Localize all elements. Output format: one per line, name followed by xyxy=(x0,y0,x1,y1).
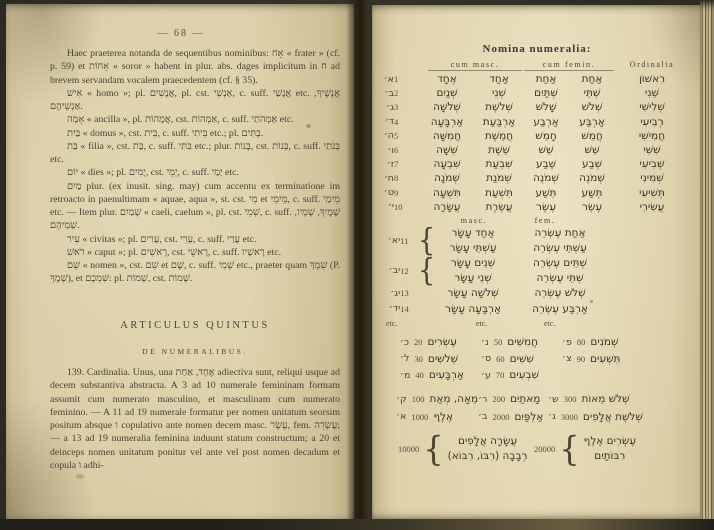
paragraph: Haec praeterea notanda de sequentibus nominibus: אָח « frater » (cf. p. 59) et אָחוֹת « soror » habent in plur. abs. dages implicitum in ח ad brevem servandam vocalem praecedentem (cf. § 35). xyxy=(50,48,341,86)
numeral-row xyxy=(372,129,702,143)
fem-forms xyxy=(515,302,605,317)
numeral-word: חֲמִשִּׁים xyxy=(507,336,539,348)
paragraph: בַּיִת « domus », cst. בֵּית, c. suff. בֵּיתִי etc.; pl. בָּתִּים. xyxy=(67,127,264,139)
numeral-entry xyxy=(400,336,457,348)
masc-absolute: שִׁשָּׁה xyxy=(436,144,458,157)
tens-table xyxy=(372,336,702,386)
myriad-form: עֲשָׂרָה אֲלָפִים xyxy=(457,434,518,447)
arabic-numeral: 40 xyxy=(415,370,424,380)
paper-stain xyxy=(76,474,84,479)
myriad-entry xyxy=(534,429,637,469)
numeral-word: שְׁמֹנִים xyxy=(590,336,619,348)
row-label xyxy=(372,265,418,276)
fem-absolute: אַחַת xyxy=(535,73,557,86)
row-label xyxy=(372,187,418,198)
masc-construct: שִׁבְעַת xyxy=(485,158,513,171)
arabic-numeral: 70 xyxy=(495,370,505,380)
numeral-word: תִּשְׁעִים xyxy=(590,352,621,365)
fem-construct: שֵׁשׁ xyxy=(584,144,600,157)
table-title: Nomina numeralia: xyxy=(482,43,592,55)
numeral-row xyxy=(372,369,702,386)
numeral-row xyxy=(372,100,702,114)
fem-construct: שְׁמֹנֶה xyxy=(579,172,605,185)
hebrew-letter-numeral: ז׳ xyxy=(386,158,394,170)
arabic-numeral: 300 xyxy=(563,394,577,404)
numeral-word: אַרְבָּעִים xyxy=(428,369,464,381)
numeral-word: אַלְפַּיִם xyxy=(514,410,544,423)
etc-label: etc. xyxy=(476,319,488,328)
fem-absolute: שָׁלשׁ xyxy=(535,101,557,114)
numeral-entry xyxy=(400,353,458,365)
numeral-row xyxy=(372,393,702,411)
fem-absolute: חָמֵשׁ xyxy=(535,129,557,142)
hebrew-letter-numeral: ס׳ xyxy=(481,353,492,364)
masc-absolute: חֲמִשָּׁה xyxy=(432,129,462,142)
ordinal: עֲשִׂירִי xyxy=(639,200,665,213)
fem-construct: אַרְבַּע xyxy=(579,115,605,128)
numeral-entry xyxy=(548,393,630,405)
hebrew-letter-numeral: ד׳ xyxy=(384,116,394,128)
row-label xyxy=(372,235,418,246)
hebrew-letter-numeral: א׳ xyxy=(383,73,394,85)
hebrew-letter-numeral: ע׳ xyxy=(481,369,491,381)
hebrew-letter-numeral: ב׳ xyxy=(478,411,488,422)
row-label xyxy=(372,102,418,113)
ordinal: תְּשִׁיעִי xyxy=(639,186,665,199)
arabic-numeral: 1000 xyxy=(411,411,429,422)
numeral-row xyxy=(372,252,702,289)
arabic-numeral: 6 xyxy=(394,145,399,156)
article-heading: ARTICULUS QUINTUS xyxy=(120,320,270,331)
fem-absolute: שְׁמֹנֶה xyxy=(533,172,559,185)
masc-construct: אַחַד xyxy=(489,73,509,86)
masc-absolute: שְׁלשָׁה xyxy=(433,101,461,114)
book-gutter xyxy=(346,0,374,530)
fem-construct: שְׁלשׁ xyxy=(581,101,603,114)
numeral-row xyxy=(372,72,702,86)
arabic-numeral: 10000 xyxy=(398,444,420,454)
numeral-word: מֵאָה, מְאַת xyxy=(429,393,479,405)
arabic-numeral: 60 xyxy=(496,353,505,364)
units-table xyxy=(372,72,702,214)
hebrew-letter-numeral: ו׳ xyxy=(387,144,394,156)
masc-absolute: אֶחָד xyxy=(437,73,457,86)
teen-header-fem: fem. xyxy=(534,216,556,225)
fem-form: אַחַת עֶשְׂרֵה xyxy=(534,227,586,239)
numeral-row xyxy=(372,353,702,370)
numeral-row xyxy=(372,186,702,200)
myriad-forms xyxy=(584,434,636,465)
row-label xyxy=(372,130,418,141)
row-label xyxy=(372,159,418,170)
paragraph: יוֹם « dies »; pl. יָמִים, cst. יְמֵי, c. suff. יָמַי etc. xyxy=(67,167,239,179)
fem-construct: שְׁבַע xyxy=(581,158,603,171)
numeral-entry xyxy=(478,393,540,405)
numeral-entry xyxy=(481,336,538,348)
hebrew-letter-numeral: ג׳ xyxy=(386,101,394,113)
fem-form: עַשְׁתֵּי עֶשְׂרֵה xyxy=(533,241,587,254)
hebrew-letter-numeral: פ׳ xyxy=(562,336,572,348)
masc-absolute: שְׁמֹנָה xyxy=(434,172,460,185)
numeral-row xyxy=(372,171,702,185)
row-label xyxy=(372,116,418,127)
fem-form: שְׁתֵּי עֶשְׂרֵה xyxy=(536,271,584,284)
numeral-row xyxy=(372,143,702,157)
right-page xyxy=(372,5,702,519)
numeral-word: שִׁשִּׁים xyxy=(509,352,534,365)
fem-form: שְׁתֵּים עֶשְׂרֵה xyxy=(533,257,587,269)
etc-label: etc. xyxy=(544,319,556,328)
hebrew-letter-numeral: ק׳ xyxy=(396,393,407,405)
arabic-numeral: 10 xyxy=(394,201,403,212)
hundreds-table xyxy=(372,393,702,428)
teen-header-masc: masc. xyxy=(460,216,488,225)
fem-absolute: שְׁתַּיִם xyxy=(534,87,558,100)
cardinalia-paragraph: 139. Cardinalia. Unus, una אֶחָד, אַחַת adiectiva sunt, reliqui usque ad decem substantiva abstracta. A 3 ad 10 numerale femininam formam assumit cum numerato masculino, et masculinam cum numerato feminino. — A 11 ad 19 numerale formatur per nomen unitatum seorsim positum absque ו copulativo ante nomen decem masc. עָשָׂר, fem. עֶשְׂרֵה; — a 13 ad 19 numeralia feminina induunt statum constructum; a 20 et deinceps nomen unitatum ponitur vel ante vel post nomen decadum et copula ו adhi- xyxy=(50,367,340,472)
numeral-word: שִׁבְעִים xyxy=(509,369,539,381)
row-label xyxy=(372,201,418,212)
page-stack-bottom-edge xyxy=(0,519,714,530)
masc-forms xyxy=(431,302,515,317)
numeral-entry xyxy=(478,411,543,423)
paragraph: מַיִם plur. (ex inusit. sing. may) cum accentu ex terminatione im retroacto in paenultimam « aquae, aqua », st. cst. מֵי et מֵימֵי, c. suff. מֵימַי etc. — Item plur. שָׁמַיִם « caeli, caelum », pl. cst. שְׁמֵי, c. suff. שָׁמֶיךָ, שָׁמָיו, שְׁמֵיהֶם. xyxy=(50,180,341,232)
fem-absolute: שֶׁבַע xyxy=(535,158,557,171)
hebrew-letter-numeral: כ׳ xyxy=(400,336,409,348)
arabic-numeral: 2000 xyxy=(492,411,510,422)
masc-absolute: אַרְבָּעָה xyxy=(430,115,464,128)
hebrew-letter-numeral: צ׳ xyxy=(562,353,572,364)
arabic-numeral: 2 xyxy=(394,88,399,99)
paragraph: בַּת « filia », cst. בַּת, c. suff. בִּתִּי etc.; plur. בָּנוֹת, cst. בְּנוֹת, c. suff. בְּנֹתַי etc. xyxy=(50,140,340,165)
numeral-word: שְׁלשִׁים xyxy=(427,352,459,365)
numeral-entry xyxy=(481,353,534,365)
etc-label: etc. xyxy=(386,319,398,328)
masc-construct: שְׁמֹנַת xyxy=(486,172,512,185)
numeral-row xyxy=(372,200,702,214)
masc-construct: תִּשְׁעַת xyxy=(485,186,513,199)
masc-forms xyxy=(431,226,515,255)
arabic-numeral: 30 xyxy=(414,353,423,364)
ordinal: שֵׁנִי xyxy=(645,87,659,100)
numeral-word: עֶשְׂרִים xyxy=(427,336,457,348)
fem-construct: עֶשֶׂר xyxy=(581,200,603,213)
arabic-numeral: 4 xyxy=(394,116,399,127)
myriad-entry xyxy=(398,429,528,469)
fem-form: שְׁלשׁ עֶשְׂרֵה xyxy=(534,287,586,299)
numeral-row xyxy=(372,157,702,171)
myriad-forms xyxy=(448,434,528,465)
ordinal: שִׁשִּׁי xyxy=(643,144,661,157)
arabic-numeral: 7 xyxy=(394,159,399,170)
fem-absolute: שֵׁשׁ xyxy=(538,144,554,157)
numeral-entry xyxy=(481,369,539,381)
myriad-form: רִבּוֹתַיִם xyxy=(594,450,626,462)
fem-forms xyxy=(515,226,605,255)
row-label xyxy=(372,145,418,156)
grouping-brace: { xyxy=(423,429,444,469)
myriads-table xyxy=(372,429,702,477)
row-label xyxy=(372,173,418,184)
numeral-row xyxy=(372,411,702,429)
hebrew-letter-numeral: י׳ xyxy=(387,201,394,213)
masc-form: אַרְבָּעָה עָשָׂר xyxy=(445,302,501,315)
arabic-numeral: 50 xyxy=(493,337,503,347)
arabic-numeral: 3 xyxy=(394,102,399,113)
ordinal: רִאשׁוֹן xyxy=(638,73,666,86)
paragraph: עִיר « civitas »; pl. עָרִים, cst. עָרֵי, c. suff. עָרַי etc. xyxy=(67,233,257,245)
ordinal: רְבִיעִי xyxy=(640,115,664,128)
fem-construct: חֲמֵשׁ xyxy=(581,129,603,142)
masc-form: עַשְׁתֵּי עָשָׂר xyxy=(449,241,497,254)
hebrew-letter-numeral: ג׳ xyxy=(548,411,556,422)
arabic-numeral: 13 xyxy=(400,288,409,299)
hebrew-letter-numeral: ש׳ xyxy=(548,393,559,405)
grouping-brace: { xyxy=(418,222,436,259)
numeral-entry xyxy=(562,336,618,348)
hebrew-letter-numeral: יב׳ xyxy=(388,265,401,276)
paragraph: אָמָה « ancilla », pl. אֲמָהוֹת, cst. אַמְהוֹת, c. suff. אַמְהֹתַי etc. xyxy=(67,114,294,126)
masc-form: אַחַד עָשָׂר xyxy=(451,227,495,239)
hebrew-letter-numeral: נ׳ xyxy=(481,336,489,348)
column-header-masc: cum masc. xyxy=(428,60,522,71)
grouping-brace: { xyxy=(418,252,436,289)
fem-absolute: אַרְבַּע xyxy=(533,115,559,128)
row-label xyxy=(372,74,418,85)
grouping-brace: { xyxy=(559,429,580,469)
numeral-entry xyxy=(562,353,620,365)
masc-form: שְׁנֵים עָשָׂר xyxy=(450,257,496,269)
hebrew-letter-numeral: יא׳ xyxy=(387,235,401,246)
masc-construct: שְׁלשֶׁת xyxy=(485,101,513,114)
numeral-row xyxy=(372,222,702,259)
fem-absolute: עֶשֶׂר xyxy=(535,200,557,213)
numeral-word: אֶלֶף xyxy=(433,410,454,423)
masc-absolute: שְׁנַיִם xyxy=(436,87,458,100)
numeral-row xyxy=(372,115,702,129)
arabic-numeral: 80 xyxy=(576,337,586,347)
paragraph: שֵׁם « nomen », cst. שֵׁם et שֶׁם, c. suff. שְׁמִי etc., praeter quam שִׁמְךָ (P. שְׁמֶךָ), et שִׁמְכֶם: pl. שֵׁמוֹת, cst. שְׁמוֹת. xyxy=(50,260,340,285)
myriad-form: רְבָבָה (רִבּוֹ, רִבּוֹא) xyxy=(447,450,528,462)
masc-forms xyxy=(431,256,515,285)
numeral-entry xyxy=(396,393,478,405)
arabic-numeral: 200 xyxy=(492,394,506,404)
arabic-numeral: 8 xyxy=(394,173,399,184)
article-subheading: DE NUMERALIBUS. xyxy=(142,347,248,356)
arabic-numeral: 90 xyxy=(576,353,586,364)
masc-forms xyxy=(431,286,515,301)
ordinal: חֲמִישִׁי xyxy=(638,129,666,142)
hebrew-letter-numeral: ה׳ xyxy=(383,130,394,142)
numeral-word: שְׁלשֶׁת אֲלָפִים xyxy=(582,410,643,423)
numeral-row xyxy=(372,302,702,317)
masc-absolute: שִׁבְעָה xyxy=(433,158,461,171)
teens-table xyxy=(372,222,702,317)
arabic-numeral: 5 xyxy=(394,130,399,141)
page-stack-right-edge xyxy=(700,0,714,530)
arabic-numeral: 20 xyxy=(413,337,423,347)
numeral-word: שְׁלשׁ מֵאוֹת xyxy=(581,393,630,405)
hebrew-letter-numeral: מ׳ xyxy=(400,369,411,381)
arabic-numeral: 20000 xyxy=(534,444,556,454)
masc-construct: עֲשֶׂרֶת xyxy=(485,200,513,213)
masc-absolute: עֲשָׂרָה xyxy=(433,200,461,213)
arabic-numeral: 14 xyxy=(400,303,409,314)
ordinal: שְׁלִישִׁי xyxy=(639,101,665,114)
column-header-fem: cum femin. xyxy=(524,60,614,71)
arabic-numeral: 1 xyxy=(394,74,399,85)
masc-construct: חֲמֵשֶׁת xyxy=(484,129,514,142)
masc-construct: שֵׁשֶׁת xyxy=(488,144,510,157)
hebrew-letter-numeral: ח׳ xyxy=(383,172,394,184)
hebrew-letter-numeral: ל׳ xyxy=(400,353,410,364)
paragraph: אִישׁ « homo »; pl. אֲנָשִׁים, pl. cst. אַנְשֵׁי, c. suff. אֲנָשַׁי etc. אֲנָשֶׁיךָ, אַנְשֵׁיהֶם. xyxy=(50,87,340,112)
numeral-row xyxy=(372,336,702,353)
fem-construct: אַחַת xyxy=(581,73,603,86)
row-label xyxy=(372,303,418,314)
hebrew-letter-numeral: יג׳ xyxy=(390,287,401,299)
fem-forms xyxy=(515,286,605,301)
masc-absolute: תִּשְׁעָה xyxy=(433,186,461,199)
paragraph: רֹאשׁ « caput »; pl. רָאשִׁים, cst. רָאשֵׁי, c. suff. רָאשָׁיו etc. xyxy=(67,246,282,258)
fem-construct: שְׁתֵּי xyxy=(583,87,601,100)
fem-construct: תְּשַׁע xyxy=(581,186,603,199)
page-number: — 68 — xyxy=(157,28,205,39)
ordinal: שְׁבִיעִי xyxy=(639,158,665,171)
numeral-entry xyxy=(396,411,453,423)
hebrew-letter-numeral: א׳ xyxy=(396,411,407,422)
numeral-entry xyxy=(400,369,464,381)
hebrew-letter-numeral: ב׳ xyxy=(384,87,394,99)
arabic-numeral: 9 xyxy=(394,187,399,198)
arabic-numeral: 100 xyxy=(411,394,425,404)
left-page xyxy=(6,4,354,523)
arabic-numeral: 11 xyxy=(400,235,409,246)
masc-form: שְׁנֵי עָשָׂר xyxy=(454,271,492,284)
fem-forms xyxy=(515,256,605,285)
numeral-entry xyxy=(548,411,643,423)
left-page-text xyxy=(50,47,340,286)
column-header-ordinal: Ordinalia xyxy=(629,60,675,69)
fem-absolute: תֵּשַׁע xyxy=(535,186,557,199)
ordinal: שְׁמִינִי xyxy=(640,172,664,185)
hebrew-letter-numeral: ט׳ xyxy=(383,187,394,199)
masc-construct: אַרְבַּעַת xyxy=(482,115,516,128)
row-label xyxy=(372,288,418,299)
arabic-numeral: 3000 xyxy=(560,411,578,422)
hebrew-letter-numeral: יד׳ xyxy=(388,303,401,315)
masc-construct: שְׁנֵי xyxy=(492,87,506,100)
hebrew-letter-numeral: ר׳ xyxy=(478,393,488,405)
arabic-numeral: 12 xyxy=(400,265,409,276)
myriad-form: עֶשְׂרִים אֶלֶף xyxy=(583,434,637,447)
masc-form: שְׁלשָׁה עָשָׂר xyxy=(447,287,499,299)
numeral-row xyxy=(372,86,702,100)
fem-form: אַרְבַּע עֶשְׂרֵה xyxy=(532,302,588,315)
row-label xyxy=(372,88,418,99)
numeral-word: מָאתַיִם xyxy=(510,393,541,405)
